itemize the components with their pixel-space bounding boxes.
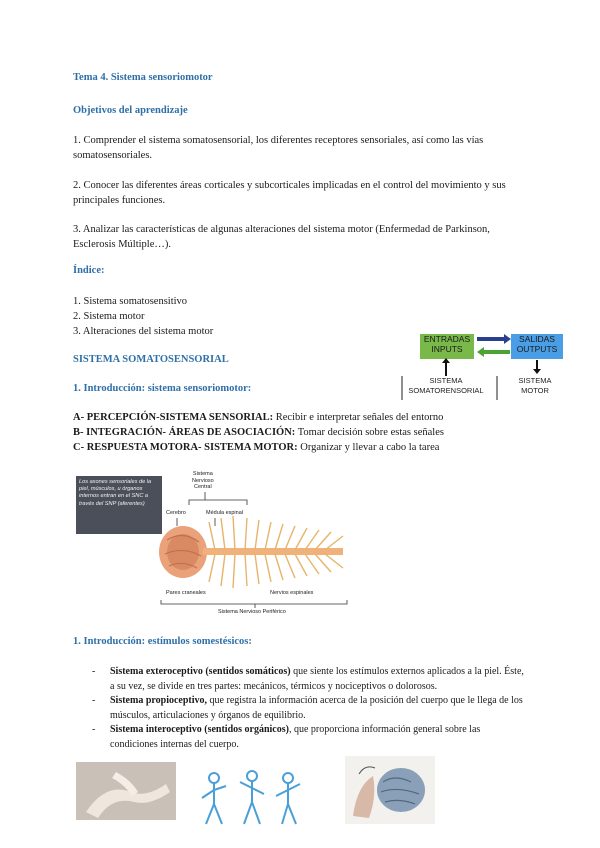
nervios-label: Nervios espinales xyxy=(270,590,314,596)
entradas-label: ENTRADAS xyxy=(423,334,471,344)
list-item: - Sistema exteroceptivo (sentidos somáticos) que siente los estímulos externos aplicados a la piel. Éste, a su vez, se divide en tres partes: mecánicos, térmicos y nociceptivos o dolorosos. xyxy=(92,665,524,694)
arrow-left-head-icon xyxy=(477,347,484,357)
figure-caption-box: Los axones sensoriales de la piel, músculos, u órganos internos entran en el SNC a través del SNP (aferentes) xyxy=(76,476,162,534)
spinal-cord-icon xyxy=(203,548,343,555)
outputs-label: OUTPUTS xyxy=(516,343,558,354)
objective-2: 2. Conocer las diferentes áreas corticales y subcorticales implicadas en el control del movimiento y sus principales funciones. xyxy=(73,180,506,206)
section-title: SISTEMA SOMATOSENSORIAL xyxy=(73,354,229,365)
nervous-system-illustration xyxy=(155,470,355,620)
interoception-brain-image xyxy=(345,756,435,824)
motor-label: SISTEMA MOTOR xyxy=(518,376,552,395)
abc-line-a: A- PERCEPCIÓN-SISTEMA SENSORIAL: Recibir e interpretar señales del entorno xyxy=(73,412,444,423)
proprioception-figures-image xyxy=(196,768,308,828)
objectives-heading: Objetivos del aprendizaje xyxy=(73,105,188,116)
abc-line-b: B- INTEGRACIÓN- ÁREAS DE ASOCIACIÓN: Tomar decisión sobre estas señales xyxy=(73,427,444,438)
list-item: - Sistema interoceptivo (sentidos orgánicos), que proporciona información general sobre las condiciones internas del cuerpo. xyxy=(92,723,524,752)
snp-label: Sistema Nervioso Periférico xyxy=(218,609,286,615)
medula-label: Médula espinal xyxy=(206,510,243,516)
salidas-label: SALIDAS xyxy=(519,334,555,344)
index-item-3: 3. Alteraciones del sistema motor xyxy=(73,326,214,337)
abc-line-c: C- RESPUESTA MOTORA- SISTEMA MOTOR: Organizar y llevar a cabo la tarea xyxy=(73,442,440,453)
inputs-label: INPUTS xyxy=(431,343,463,354)
objective-3: 3. Analizar las características de algunas alteraciones del sistema motor (Enfermedad de Parkinson, Esclerosis Múltiple…). xyxy=(73,224,490,250)
pares-label: Pares craneales xyxy=(166,590,206,596)
touch-hands-image xyxy=(76,762,176,820)
objective-1: 1. Comprender el sistema somatosensorial, los diferentes receptores sensoriales, así como las vías somatosensoriales. xyxy=(73,135,484,161)
cerebro-label: Cerebro xyxy=(166,510,186,516)
snc-label: Sistema Nervioso Central xyxy=(192,471,214,490)
index-item-1: 1. Sistema somatosensitivo xyxy=(73,296,188,307)
section-subtitle-intro: 1. Introducción: sistema sensoriomotor: xyxy=(73,383,252,394)
page-title: Tema 4. Sistema sensoriomotor xyxy=(73,72,213,83)
index-item-2: 2. Sistema motor xyxy=(73,311,145,322)
stimuli-list xyxy=(92,665,524,752)
somato-label: SISTEMA SOMATORENSORIAL xyxy=(408,376,484,395)
arrow-right-head-icon xyxy=(504,334,511,344)
index-heading: Índice: xyxy=(73,265,105,276)
section-subtitle-stimuli: 1. Introducción: estímulos somestésicos: xyxy=(73,636,252,647)
list-item: - Sistema propioceptivo, que registra la información acerca de la posición del cuerpo que le llega de los músculos, articulaciones y órganos de equilibrio. xyxy=(92,694,524,723)
